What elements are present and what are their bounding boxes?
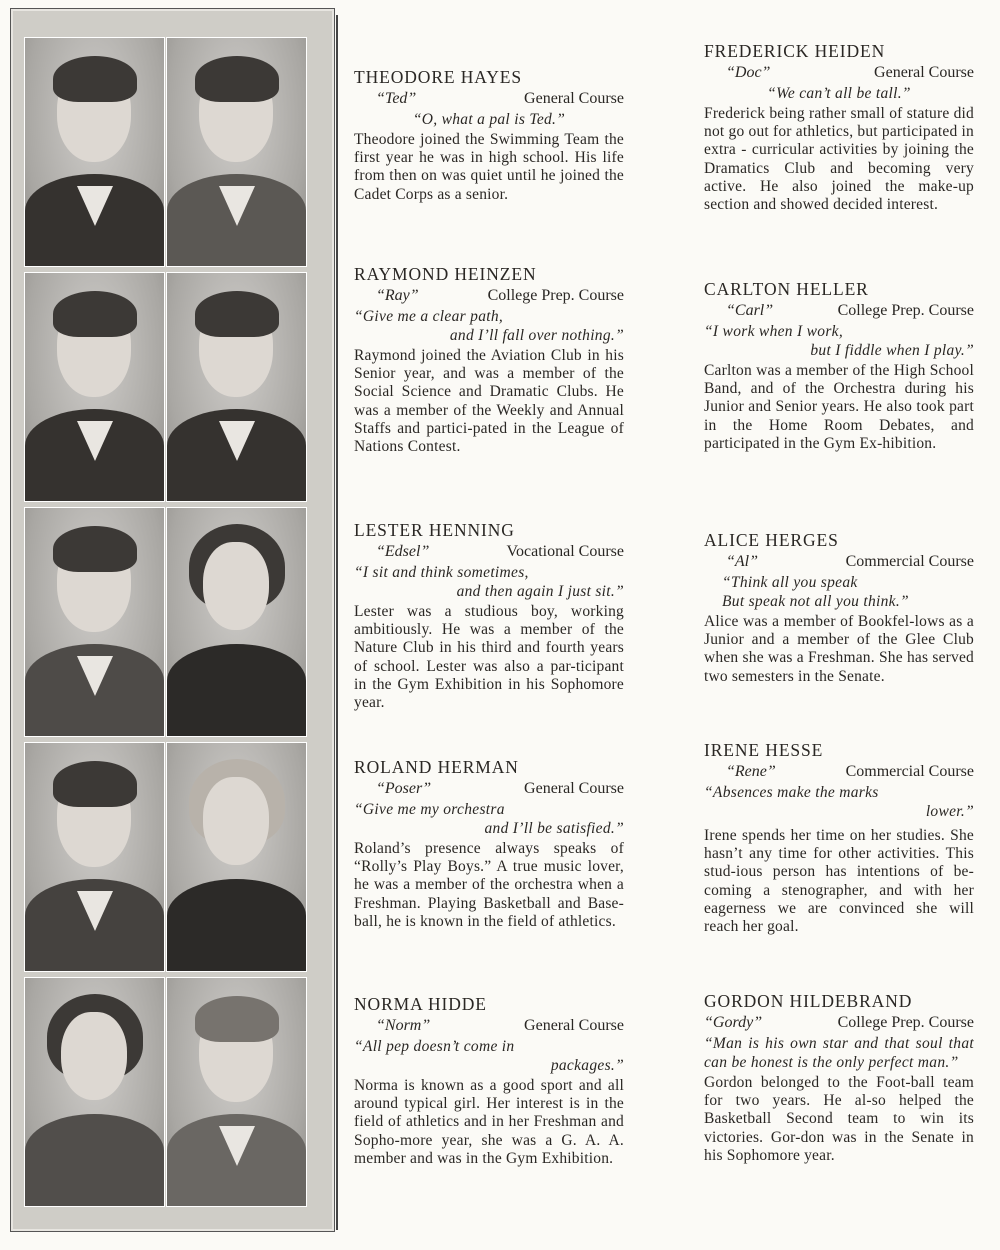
biography: Roland’s presence always speaks of “Rolly’s Play Boys.” A true music lover, he was a member of the orchestra when a Freshman. Playing Basketball and Base-ball, he is known in the field of athletics. xyxy=(354,840,624,930)
entry-roland-herman xyxy=(354,756,624,931)
motto: “Man is his own star and that soul that can be honest is the only perfect man.” xyxy=(704,1035,974,1071)
biography: Gordon belonged to the Foot-ball team for two years. He al-so helped the Basketball Second team to win its victories. Gor-don was in the Senate in his Sophomore year. xyxy=(704,1074,974,1164)
nickname: “Al” xyxy=(726,553,759,570)
motto-line-2: and then again I just sit.” xyxy=(456,583,624,600)
nickname: “Doc” xyxy=(726,64,771,81)
portrait-raymond-heinzen xyxy=(24,272,165,502)
motto xyxy=(704,573,974,611)
motto xyxy=(704,783,974,821)
biography: Frederick being rather small of stature did not go out for athletics, but participated in extra - curricular activities by joining the Dramatics Club and becoming very active. He also joined the make-up section and showed decided interest. xyxy=(704,105,974,214)
student-name: RAYMOND HEINZEN xyxy=(354,264,537,284)
motto xyxy=(354,1037,624,1075)
student-name: ROLAND HERMAN xyxy=(354,757,519,777)
motto-line-1: “I work when I work, xyxy=(704,323,844,340)
course: College Prep. Course xyxy=(487,287,624,304)
motto-line-2: But speak not all you think.” xyxy=(722,593,909,610)
portrait-carlton-heller xyxy=(166,272,307,502)
motto xyxy=(354,307,624,345)
student-name: ALICE HERGES xyxy=(704,530,839,550)
motto-line-1: “Give me a clear path, xyxy=(354,308,504,325)
photo-strip xyxy=(10,8,335,1232)
nickname: “Ted” xyxy=(376,90,417,107)
nickname: “Poser” xyxy=(376,780,432,797)
nickname: “Rene” xyxy=(726,763,776,780)
portrait-frederick-heiden xyxy=(166,37,307,267)
student-name: CARLTON HELLER xyxy=(704,279,869,299)
entry-norma-hidde xyxy=(354,993,624,1168)
portrait-roland-herman xyxy=(24,742,165,972)
course: College Prep. Course xyxy=(837,302,974,319)
course: Commercial Course xyxy=(845,553,974,570)
motto-line-1: “Think all you speak xyxy=(722,574,858,591)
motto-line-2: packages.” xyxy=(550,1057,624,1074)
student-name: LESTER HENNING xyxy=(354,520,515,540)
nickname: “Carl” xyxy=(726,302,774,319)
course: Commercial Course xyxy=(845,763,974,780)
entry-theodore-hayes xyxy=(354,66,624,204)
biography: Theodore joined the Swimming Team the first year he was in high school. His life from then on was quiet until he joined the Cadet Corps as a senior. xyxy=(354,131,624,203)
portrait-alice-herges xyxy=(166,507,307,737)
motto-line-2: and I’ll fall over nothing.” xyxy=(449,327,624,344)
motto-line-1: “Absences make the marks xyxy=(704,784,879,801)
entry-gordon-hildebrand xyxy=(704,990,974,1165)
student-name: FREDERICK HEIDEN xyxy=(704,41,886,61)
nickname: “Ray” xyxy=(376,287,419,304)
biography: Alice was a member of Bookfel-lows as a Junior and a member of the Glee Club when she was a Freshman. She has served two semesters in the Senate. xyxy=(704,613,974,685)
course: General Course xyxy=(524,1017,624,1034)
nickname: “Gordy” xyxy=(704,1014,763,1031)
student-name: GORDON HILDEBRAND xyxy=(704,991,913,1011)
motto-line-1: “I sit and think sometimes, xyxy=(354,564,529,581)
portrait-gordon-hildebrand xyxy=(166,977,307,1207)
entry-raymond-heinzen xyxy=(354,263,624,456)
course: General Course xyxy=(524,780,624,797)
entry-carlton-heller xyxy=(704,278,974,453)
motto-line-2: lower.” xyxy=(925,803,974,820)
course: Vocational Course xyxy=(506,543,624,560)
biography: Irene spends her time on her studies. She hasn’t any time for other activities. This stud-ious person has intentions of be-coming a stenographer, and with her eagerness we are convinced she will reach her goal. xyxy=(704,827,974,936)
student-name: NORMA HIDDE xyxy=(354,994,487,1014)
entry-alice-herges xyxy=(704,529,974,686)
student-name: THEODORE HAYES xyxy=(354,67,522,87)
course: General Course xyxy=(524,90,624,107)
motto xyxy=(704,322,974,360)
portrait-norma-hidde xyxy=(24,977,165,1207)
biography: Raymond joined the Aviation Club in his Senior year, and was a member of the Social Science and Dramatic Clubs. He was a member of the Weekly and Annual Staffs and partici-pated in the League of Nations Contest. xyxy=(354,347,624,456)
motto-line-1: “Give me my orchestra xyxy=(354,801,505,818)
course: General Course xyxy=(874,64,974,81)
motto-line-2: and I’ll be satisfied.” xyxy=(484,820,624,837)
motto-line-1: “All pep doesn’t come in xyxy=(354,1038,515,1055)
biography: Norma is known as a good sport and all around typical girl. Her interest is in the field of athletics and in her Freshman and Sopho-more year, she was a G. A. A. member and was in the Gym Exhibition. xyxy=(354,1077,624,1167)
motto-line-2: but I fiddle when I play.” xyxy=(810,342,974,359)
biography: Carlton was a member of the High School Band, and of the Orchestra during his Junior and Senior years. He also took part in the Home Room Debates, and participated in the Gym Ex-hibition. xyxy=(704,362,974,452)
nickname: “Norm” xyxy=(376,1017,431,1034)
nickname: “Edsel” xyxy=(376,543,430,560)
biography: Lester was a studious boy, working ambitiously. He was a member of the Nature Club in his third and fourth years of school. Lester was also a par-ticipant in the Gym Exhibition in his Sophomore year. xyxy=(354,603,624,712)
motto: “O, what a pal is Ted.” xyxy=(412,111,566,128)
portrait-lester-henning xyxy=(24,507,165,737)
motto xyxy=(354,563,624,601)
portrait-irene-hesse xyxy=(166,742,307,972)
motto xyxy=(354,800,624,838)
course: College Prep. Course xyxy=(837,1014,974,1031)
entry-irene-hesse xyxy=(704,739,974,936)
entry-frederick-heiden xyxy=(704,40,974,214)
portrait-theodore-hayes xyxy=(24,37,165,267)
entry-lester-henning xyxy=(354,519,624,712)
motto: “We can’t all be tall.” xyxy=(767,85,911,102)
student-name: IRENE HESSE xyxy=(704,740,824,760)
